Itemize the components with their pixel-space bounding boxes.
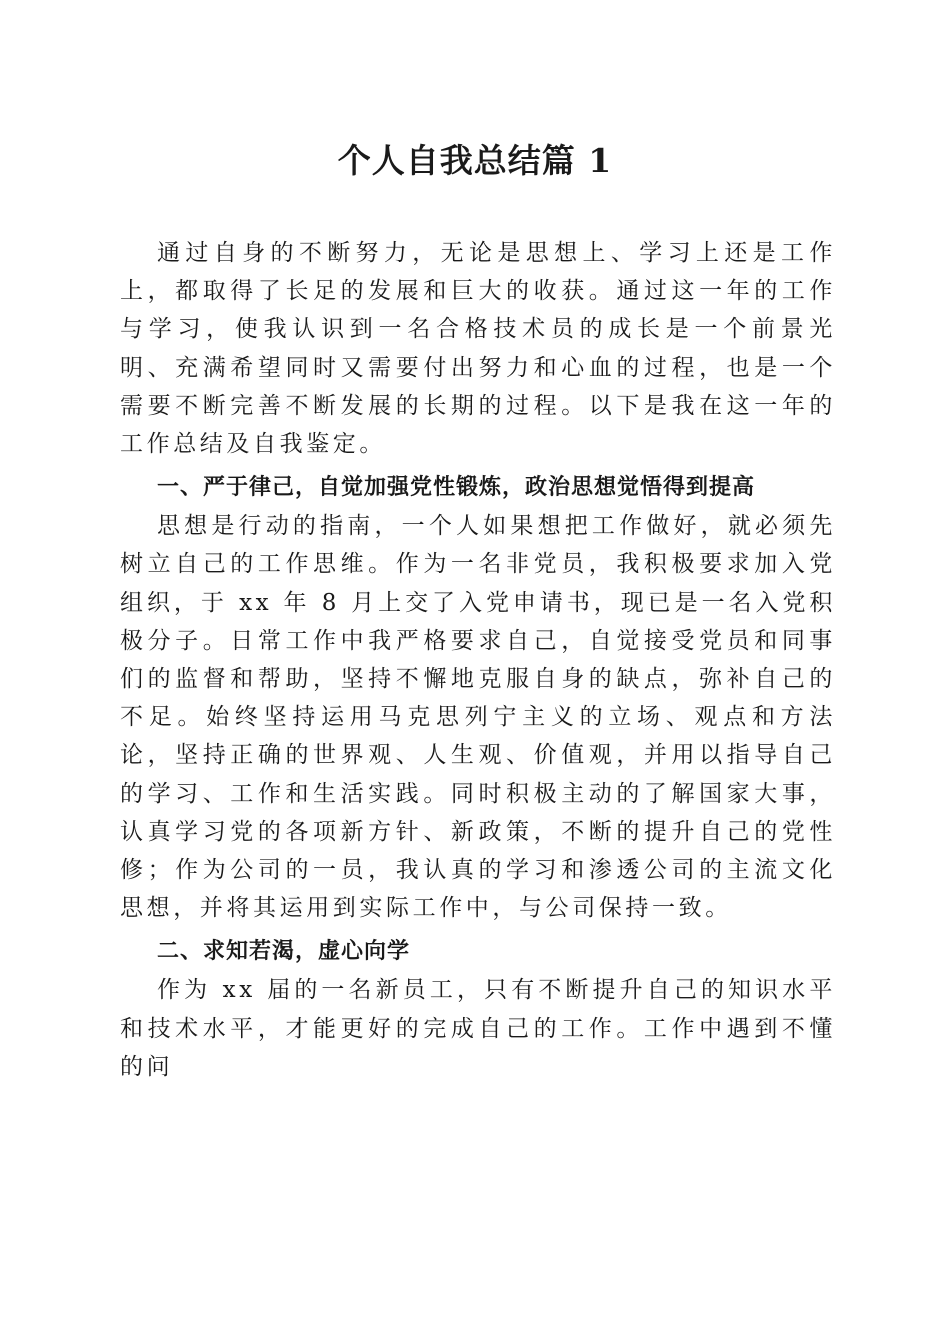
- section-2-paragraph: 作为 xx 届的一名新员工，只有不断提升自己的知识水平和技术水平，才能更好的完成自己的工作。工作中遇到不懂的问: [120, 977, 836, 1080]
- section-2-heading: 二、求知若渴，虚心向学: [157, 939, 411, 965]
- section-1-paragraph: 思想是行动的指南，一个人如果想把工作做好，就必须先树立自己的工作思维。作为一名非党员，我积极要求加入党组织，于 xx 年 8 月上交了入党申请书，现已是一名入党积极分子。日常工作中我严格要求自己，自觉接受党员和同事们的监督和帮助，坚持不懈地克服自身的缺点，弥补自己的不足。始终坚持运用马克思列宁主义的立场、观点和方法论，坚持正确的世界观、人生观、价值观，并用以指导自己的学习、工作和生活实践。同时积极主动的了解国家大事，认真学习党的各项新方针、新政策，不断的提升自己的党性修；作为公司的一员，我认真的学习和渗透公司的主流文化思想，并将其运用到实际工作中，与公司保持一致。: [120, 513, 836, 922]
- document-title: 个人自我总结篇 1: [337, 141, 613, 180]
- section-1-heading: 一、严于律己，自觉加强党性锻炼，政治思想觉悟得到提高: [157, 475, 756, 501]
- document-body: [120, 234, 836, 1086]
- intro-paragraph: 通过自身的不断努力，无论是思想上、学习上还是工作上，都取得了长足的发展和巨大的收获。通过这一年的工作与学习，使我认识到一名合格技术员的成长是一个前景光明、充满希望同时又需要付出努力和心血的过程，也是一个需要不断完善不断发展的长期的过程。以下是我在这一年的工作总结及自我鉴定。: [120, 240, 836, 458]
